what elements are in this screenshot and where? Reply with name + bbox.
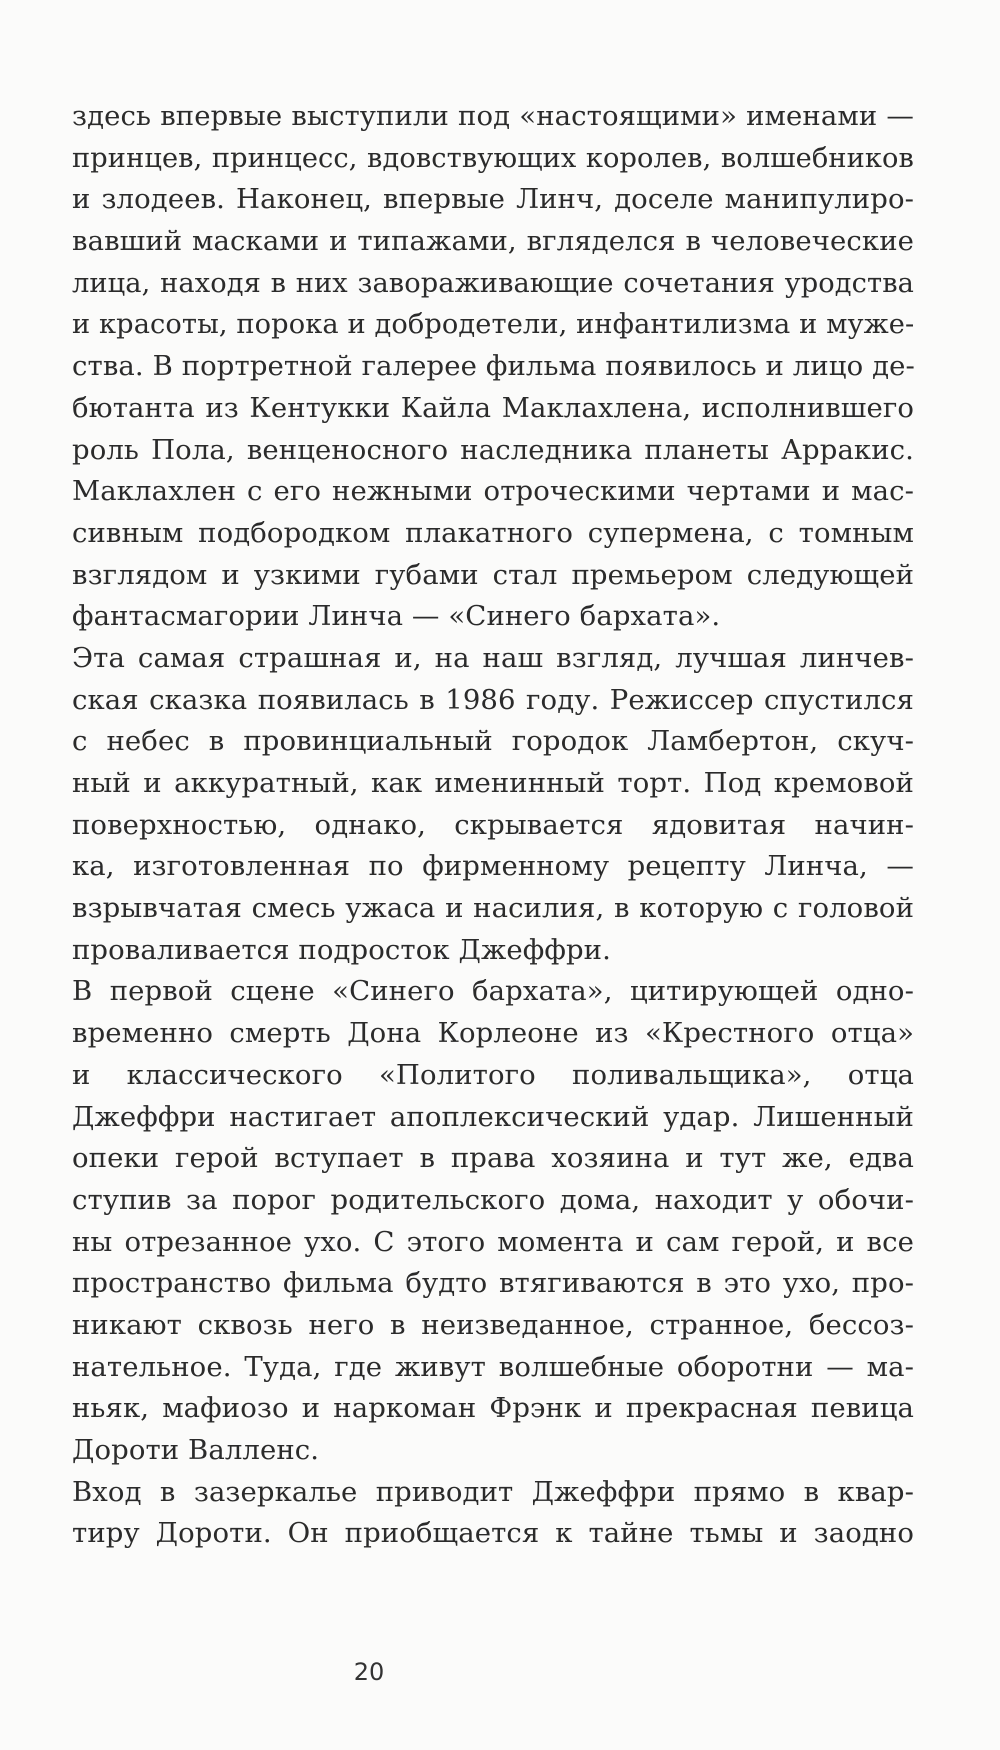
text-line: лица, находя в них завораживающие сочетания уродства [72,267,914,299]
text-line: взрывчатая смесь ужаса и насилия, в которую с головой [72,892,914,925]
paragraph [72,96,914,638]
text-line: вавший масками и типажами, вгляделся в человеческие [72,225,914,258]
text-line: и классического «Политого поливальщика», отца [72,1058,914,1091]
text-line: роль Пола, венценосного наследника планеты Арракис. [72,433,914,466]
text-line: Эта самая страшная и, на наш взгляд, лучшая линчев- [72,641,914,674]
text-line: бютанта из Кентукки Кайла Маклахлена, исполнившего [72,391,914,424]
text-line: ступив за порог родительского дома, находит у обочи- [72,1183,914,1216]
text-line: Джеффри настигает апоплексический удар. Лишенный [72,1100,914,1133]
text-line: здесь впервые выступили под «настоящими» именами — [72,100,914,132]
text-line: ньяк, мафиозо и наркоман Фрэнк и прекрасная певица [72,1392,914,1425]
text-line: тиру Дороти. Он приобщается к тайне тьмы и заодно [72,1517,914,1550]
text-line: взглядом и узкими губами стал премьером следующей [72,558,914,591]
text-line: опеки герой вступает в права хозяина и тут же, едва [72,1142,914,1175]
paragraph [72,638,914,972]
paragraph [72,971,914,1471]
text-line: ны отрезанное ухо. С этого момента и сам герой, и все [72,1225,914,1258]
text-line: В первой сцене «Синего бархата», цитирующей одно- [72,975,914,1008]
text-line: сивным подбородком плакатного супермена, с томным [72,516,914,549]
text-line: проваливается подросток Джеффри. [72,933,611,966]
text-line: никают сквозь него в неизведанное, странное, бессоз- [72,1308,914,1341]
page-text [72,96,914,1555]
text-line: временно смерть Дона Корлеоне из «Крестного отца» [72,1017,914,1050]
text-line: нательное. Туда, где живут волшебные оборотни — ма- [72,1350,914,1383]
text-line: ный и аккуратный, как именинный торт. Под кремовой [72,767,914,799]
text-line: поверхностью, однако, скрывается ядовитая начин- [72,808,914,841]
text-line: фантасмагории Линча — «Синего бархата». [72,600,721,633]
text-line: Вход в зазеркалье приводит Джеффри прямо в квар- [72,1475,914,1508]
text-line: пространство фильма будто втягиваются в это ухо, про- [72,1267,914,1300]
text-line: с небес в провинциальный городок Ламбертон, скуч- [72,725,914,758]
text-line: ская сказка появилась в 1986 году. Режиссер спустился [72,683,914,716]
text-line: ства. В портретной галерее фильма появилось и лицо де- [72,350,915,383]
paragraph [72,1472,914,1555]
page-number: 20 [353,1658,385,1686]
text-line: ка, изготовленная по фирменному рецепту Линча, — [72,850,914,883]
text-line: Дороти Валленс. [72,1434,320,1466]
text-line: принцев, принцесс, вдовствующих королев, волшебников [72,142,914,174]
text-line: и красоты, порока и добродетели, инфантилизма и муже- [72,309,915,341]
text-line: Маклахлен с его нежными отроческими чертами и мас- [72,475,914,508]
text-line: и злодеев. Наконец, впервые Линч, доселе манипулиро- [72,183,914,216]
